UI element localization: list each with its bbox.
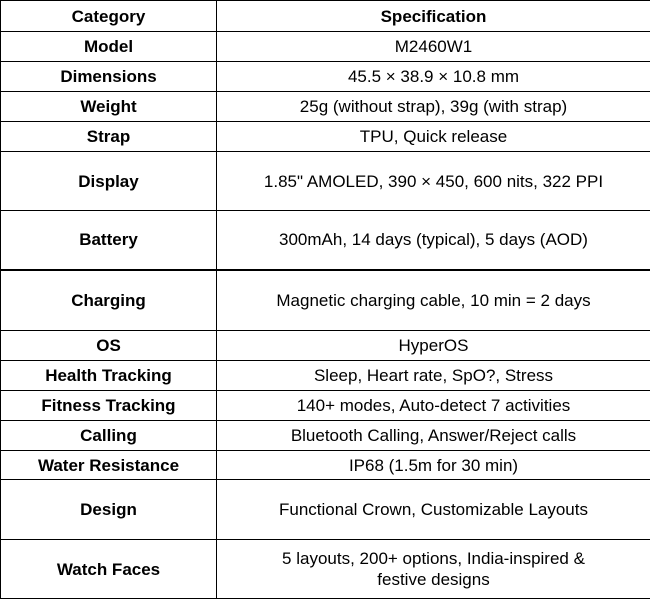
header-specification: Specification (217, 1, 650, 32)
row-specification: Functional Crown, Customizable Layouts (217, 480, 650, 540)
row-category: Watch Faces (1, 540, 217, 599)
table-row (1, 211, 650, 270)
table-row (1, 32, 650, 62)
row-category: Weight (1, 92, 217, 122)
row-specification: 45.5 × 38.9 × 10.8 mm (217, 62, 650, 92)
row-specification: Sleep, Heart rate, SpO?, Stress (217, 361, 650, 391)
table-row (1, 270, 650, 331)
row-category: Battery (1, 211, 217, 270)
row-specification: Magnetic charging cable, 10 min = 2 days (217, 270, 650, 331)
row-specification: IP68 (1.5m for 30 min) (217, 451, 650, 480)
row-category: Water Resistance (1, 451, 217, 480)
row-specification: HyperOS (217, 331, 650, 361)
row-category: Calling (1, 421, 217, 451)
row-specification: TPU, Quick release (217, 122, 650, 152)
table-row (1, 480, 650, 540)
row-specification: 1.85" AMOLED, 390 × 450, 600 nits, 322 PPI (217, 152, 650, 211)
row-specification: 5 layouts, 200+ options, India-inspired & festive designs (217, 540, 650, 599)
table-row (1, 391, 650, 421)
row-category: Model (1, 32, 217, 62)
row-specification: 300mAh, 14 days (typical), 5 days (AOD) (217, 211, 650, 270)
table-header-row (1, 1, 650, 32)
table-row (1, 62, 650, 92)
table-row (1, 421, 650, 451)
table-row (1, 122, 650, 152)
row-category: Charging (1, 270, 217, 331)
table-row (1, 331, 650, 361)
row-category: Dimensions (1, 62, 217, 92)
row-specification: 25g (without strap), 39g (with strap) (217, 92, 650, 122)
header-category: Category (1, 1, 217, 32)
row-category: Display (1, 152, 217, 211)
row-specification: Bluetooth Calling, Answer/Reject calls (217, 421, 650, 451)
row-category: OS (1, 331, 217, 361)
table-row (1, 361, 650, 391)
table-row (1, 451, 650, 480)
table-row (1, 152, 650, 211)
row-category: Fitness Tracking (1, 391, 217, 421)
row-specification: 140+ modes, Auto-detect 7 activities (217, 391, 650, 421)
row-category: Design (1, 480, 217, 540)
row-category: Health Tracking (1, 361, 217, 391)
table-row (1, 540, 650, 599)
table-row (1, 92, 650, 122)
row-specification: M2460W1 (217, 32, 650, 62)
row-category: Strap (1, 122, 217, 152)
